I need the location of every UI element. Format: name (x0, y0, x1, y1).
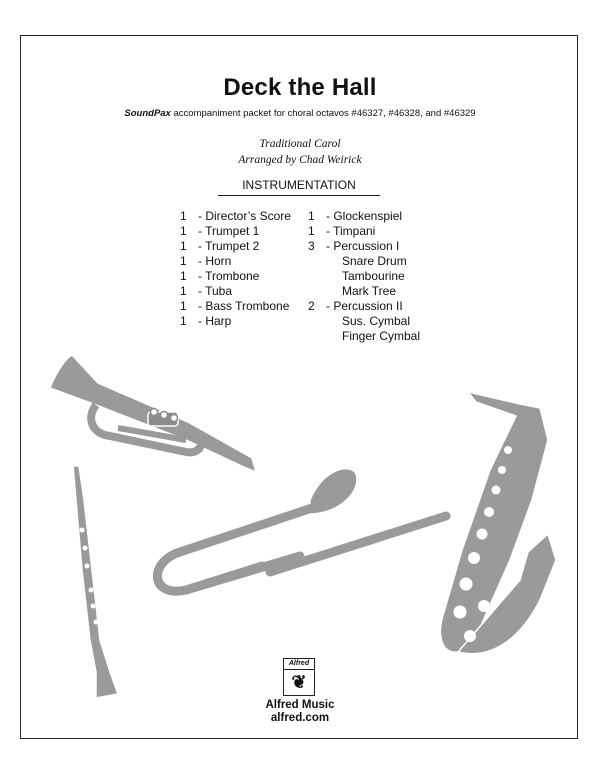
instrument-name: - Glockenspiel (326, 209, 403, 223)
instrument-name: - Trumpet 1 (198, 224, 260, 238)
page-title: Deck the Hall (223, 74, 377, 101)
instrument-quantity: 1 (180, 254, 187, 268)
publisher-url[interactable]: alfred.com (270, 712, 330, 724)
instrument-quantity: 1 (308, 209, 315, 223)
instrument-quantity: 1 (180, 224, 187, 238)
instrument-name: - Tuba (198, 284, 233, 298)
instrument-quantity: 3 (308, 239, 315, 253)
publisher-info (0, 699, 600, 725)
alfred-logo (283, 658, 315, 696)
instrument-name: - Trombone (198, 269, 260, 283)
instrument-sub-name: Sus. Cymbal (342, 314, 411, 328)
instrument-name: - Harp (198, 314, 232, 328)
instrument-quantity: 1 (180, 314, 187, 328)
instrument-quantity: 1 (308, 224, 315, 238)
trombone-icon (157, 469, 446, 591)
instrument-name: - Trumpet 2 (198, 239, 260, 253)
brand-name: SoundPax (124, 108, 171, 119)
instrument-quantity: 2 (308, 299, 315, 313)
instrument-sub-name: Snare Drum (342, 254, 407, 268)
instrument-quantity: 1 (180, 284, 187, 298)
instrument-name: - Horn (198, 254, 232, 268)
subtitle-text: accompaniment packet for choral octavos #46327, #46328, and #46329 (170, 108, 476, 119)
instrument-quantity: 1 (180, 269, 187, 283)
saxophone-icon (440, 392, 556, 654)
logo-text: Alfred (284, 659, 314, 670)
publisher-name: Alfred Music (265, 699, 335, 711)
instrument-sub-name: Tambourine (342, 269, 405, 283)
instrument-name: - Percussion I (326, 239, 400, 253)
clarinet-icon (73, 466, 118, 698)
instrument-name: - Bass Trombone (198, 299, 290, 313)
arranger-credit: Arranged by Chad Weirick (238, 154, 362, 166)
instrument-quantity: 1 (180, 299, 187, 313)
instrument-quantity: 1 (180, 239, 187, 253)
instrument-sub-name: Finger Cymbal (342, 329, 421, 343)
logo-mark-icon: ❦ (291, 672, 307, 692)
instrument-name: - Percussion II (326, 299, 403, 313)
trumpet-icon (50, 355, 256, 472)
instrument-name: - Director’s Score (198, 209, 291, 223)
instrumentation-heading: INSTRUMENTATION (218, 178, 380, 196)
instrument-quantity: 1 (180, 209, 187, 223)
instrument-sub-name: Mark Tree (342, 284, 397, 298)
instrument-name: - Timpani (326, 224, 376, 238)
composer-credit: Traditional Carol (259, 138, 341, 150)
